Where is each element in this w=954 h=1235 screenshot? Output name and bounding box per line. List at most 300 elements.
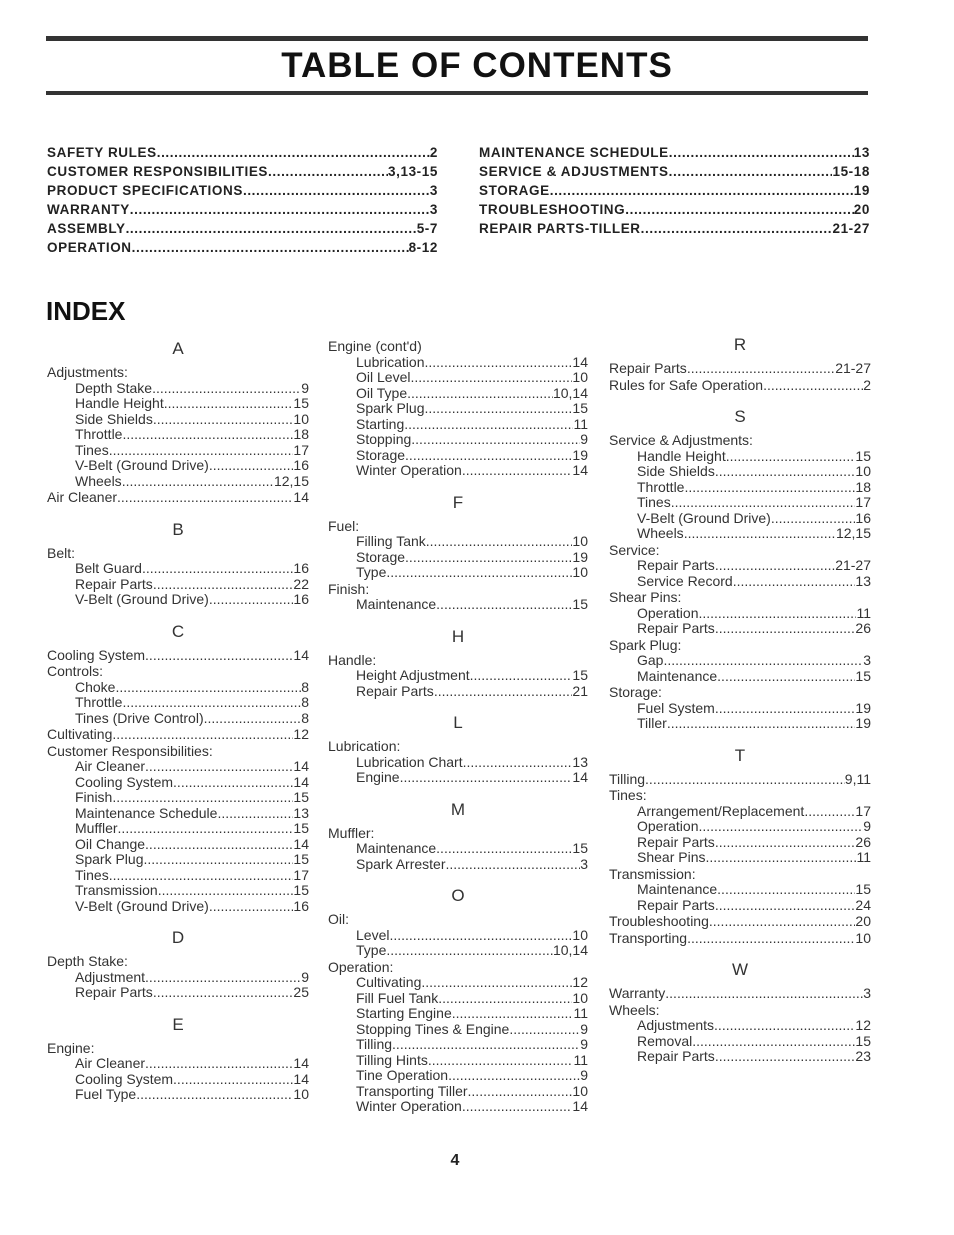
- index-subentry: [47, 412, 309, 428]
- index-entry-label: Air Cleaner: [47, 489, 118, 505]
- index-entry-label: Fuel System: [637, 699, 715, 716]
- index-letter-heading: M: [450, 799, 466, 819]
- dot-leader: [173, 775, 293, 791]
- index-subentry: [47, 1072, 309, 1088]
- index-entry-label: Belt Guard: [75, 560, 142, 576]
- index-subentry: [47, 381, 309, 397]
- dot-leader: [509, 1022, 580, 1038]
- toc-entry-page: 8-12: [408, 240, 438, 255]
- index-entry-label: Muffler: [75, 820, 118, 836]
- dot-leader: [132, 238, 409, 257]
- index-entry-label: Air Cleaner: [75, 1055, 146, 1071]
- index-column-3: [609, 335, 871, 1065]
- index-subentry: [47, 695, 309, 711]
- index-entry-label: Maintenance: [356, 840, 437, 856]
- dot-leader: [425, 355, 573, 371]
- index-entry-page: 15: [572, 400, 588, 416]
- dot-leader: [452, 1006, 574, 1022]
- dot-leader: [468, 1084, 573, 1100]
- dot-leader: [804, 804, 855, 820]
- index-entry-label: Maintenance: [356, 596, 437, 612]
- index-entry-page: 10: [855, 463, 871, 479]
- index-entry-label: Tine Operation: [356, 1067, 449, 1083]
- index-letter-heading: H: [451, 626, 465, 646]
- index-entry-page: 11: [573, 1005, 588, 1021]
- index-entry-label: Throttle: [75, 694, 123, 710]
- index-entry-page: 26: [855, 833, 871, 850]
- toc-entry-page: 3: [429, 202, 438, 217]
- dot-leader: [145, 1056, 293, 1072]
- index-entry: [328, 519, 588, 535]
- index-entry-label: Belt:: [47, 544, 76, 561]
- toc-entry-label: SAFETY RULES: [47, 145, 157, 160]
- index-entry-page: 22: [293, 575, 309, 592]
- index-entry-label: Repair Parts: [637, 620, 715, 636]
- toc-entry-label: STORAGE: [479, 183, 550, 198]
- index-entry-label: Repair Parts: [356, 682, 434, 699]
- index-entry-label: Storage: [356, 548, 406, 565]
- index-subentry: [47, 837, 309, 853]
- index-entry: [609, 986, 871, 1002]
- dot-leader: [145, 759, 293, 775]
- dot-leader: [671, 495, 856, 511]
- index-entry-page: 14: [572, 769, 588, 785]
- dot-leader: [434, 684, 573, 700]
- dot-leader: [463, 755, 573, 771]
- index-subentry: [47, 790, 309, 806]
- index-entry-label: Depth Stake:: [47, 953, 128, 969]
- index-subentry: [47, 592, 309, 608]
- index-subentry: [609, 1018, 871, 1034]
- dot-leader: [126, 219, 417, 238]
- index-subentry: [328, 448, 588, 464]
- toc-entry-page: 13: [853, 145, 870, 160]
- index-entry-label: Winter Operation: [356, 462, 462, 478]
- index-entry-label: Lubrication: [356, 353, 425, 370]
- index-entry-page: 11: [856, 849, 871, 865]
- index-title: INDEX: [46, 296, 126, 326]
- dot-leader: [436, 841, 572, 857]
- index-subentry: [609, 480, 871, 496]
- index-entry: [609, 1003, 871, 1019]
- index-entry-page: 10: [572, 1082, 588, 1099]
- index-entry-label: Spark Plug:: [609, 636, 682, 653]
- index-entry-page: 13: [293, 804, 309, 821]
- index-entry-page: 3: [863, 985, 871, 1001]
- index-entry-label: Repair Parts: [637, 557, 715, 573]
- index-entry-label: Cooling System: [47, 646, 146, 663]
- index-entry-label: Starting: [356, 415, 405, 432]
- index-entry-label: Controls:: [47, 663, 104, 679]
- index-subentry: [609, 1049, 871, 1065]
- dot-leader: [687, 931, 855, 947]
- index-entry: [609, 788, 871, 804]
- index-subentry: [328, 684, 588, 700]
- index-entry-page: 2: [863, 376, 871, 393]
- index-entry-label: Finish:: [328, 580, 370, 597]
- dot-leader: [715, 701, 856, 717]
- index-column-1: [47, 339, 309, 1103]
- dot-leader: [641, 219, 833, 238]
- toc-entry-label: OPERATION: [47, 240, 132, 255]
- index-entry-label: V-Belt (Ground Drive): [75, 591, 209, 607]
- dot-leader: [145, 648, 293, 664]
- index-entry: [328, 912, 588, 928]
- index-entry-page: 15: [572, 596, 588, 612]
- index-entry-page: 14: [293, 1055, 309, 1071]
- index-subentry: [47, 680, 309, 696]
- index-entry-label: Wheels: [75, 472, 122, 489]
- dot-leader: [145, 837, 293, 853]
- dot-leader: [158, 883, 294, 899]
- index-entry-label: Tines: [75, 441, 109, 458]
- toc-entry-page: 3: [429, 183, 438, 198]
- index-entry: [47, 490, 309, 506]
- index-subentry: [609, 653, 871, 669]
- dot-leader: [243, 181, 430, 200]
- index-subentry: [609, 669, 871, 685]
- index-entry-label: Adjustments:: [47, 364, 128, 380]
- index-entry: [328, 960, 588, 976]
- index-entry-label: Cooling System: [75, 1070, 174, 1087]
- dot-leader: [143, 852, 293, 868]
- dot-leader: [684, 480, 855, 496]
- index-entry-label: Repair Parts: [75, 575, 153, 592]
- toc-entry: [47, 181, 438, 200]
- index-entry-page: 10: [572, 369, 588, 385]
- dot-leader: [157, 143, 430, 162]
- dot-leader: [173, 1072, 293, 1088]
- index-entry-label: Throttle: [75, 426, 123, 442]
- dot-leader: [715, 558, 835, 574]
- index-entry-label: Engine:: [47, 1039, 95, 1056]
- index-entry-label: Oil Level: [356, 369, 411, 385]
- index-entry-page: 9: [580, 1067, 588, 1083]
- dot-leader: [142, 561, 293, 577]
- index-subentry: [328, 534, 588, 550]
- index-entry-label: Type: [356, 564, 387, 580]
- index-entry-page: 10: [572, 564, 588, 580]
- index-subentry: [47, 458, 309, 474]
- toc-entry-page: 21-27: [832, 221, 870, 236]
- index-entry-label: Cultivating: [356, 974, 422, 990]
- index-entry-page: 21: [572, 682, 588, 699]
- index-entry-label: V-Belt (Ground Drive): [75, 457, 209, 473]
- index-entry-label: Transporting: [609, 929, 688, 946]
- dot-leader: [389, 928, 572, 944]
- index-subentry: [328, 841, 588, 857]
- index-entry-page: 18: [855, 478, 871, 495]
- index-subentry: [328, 1022, 588, 1038]
- index-subentry: [328, 668, 588, 684]
- index-entry-page: 14: [572, 462, 588, 478]
- dot-leader: [687, 361, 835, 377]
- index-subentry: [47, 775, 309, 791]
- index-entry-label: Handle Height: [75, 395, 164, 411]
- index-entry: [328, 582, 588, 598]
- dot-leader: [117, 490, 293, 506]
- index-entry-label: Transporting Tiller: [356, 1082, 468, 1099]
- index-entry-label: Tines (Drive Control): [75, 709, 204, 726]
- index-subentry: [609, 716, 871, 732]
- dot-leader: [426, 534, 573, 550]
- index-entry-label: Operation: [637, 818, 699, 834]
- index-entry-label: Tines:: [609, 787, 647, 803]
- index-subentry: [609, 882, 871, 898]
- index-entry: [328, 739, 588, 755]
- index-subentry: [47, 561, 309, 577]
- index-entry-page: 15: [855, 447, 871, 464]
- dot-leader: [204, 711, 302, 727]
- index-subentry: [47, 899, 309, 915]
- dot-leader: [470, 668, 573, 684]
- toc-entry-page: 3,13-15: [388, 164, 438, 179]
- index-entry-page: 11: [573, 1051, 588, 1068]
- toc-entry-page: 15-18: [832, 164, 870, 179]
- index-entry-page: 18: [293, 426, 309, 442]
- index-entry-label: Warranty: [609, 985, 666, 1001]
- index-entry-label: Choke: [75, 678, 116, 695]
- index-letter-heading: R: [733, 335, 747, 354]
- index-entry-label: Troubleshooting: [609, 913, 709, 929]
- dot-leader: [122, 474, 274, 490]
- dot-leader: [645, 772, 845, 788]
- index-letter-heading: O: [451, 886, 465, 905]
- index-entry: [609, 867, 871, 883]
- index-entry-page: 15: [572, 840, 588, 856]
- index-entry-page: 12: [293, 726, 309, 742]
- dot-leader: [386, 565, 572, 581]
- index-entry-page: 15: [293, 851, 309, 867]
- index-entry: [47, 664, 309, 680]
- index-entry-page: 19: [572, 548, 588, 565]
- dot-leader: [136, 1087, 293, 1103]
- dot-leader: [698, 606, 856, 622]
- dot-leader: [669, 162, 833, 181]
- index-entry-label: Customer Responsibilities:: [47, 742, 213, 759]
- dot-leader: [436, 597, 572, 613]
- index-subentry: [609, 701, 871, 717]
- index-entry-page: 16: [293, 560, 309, 576]
- index-entry-page: 14: [293, 758, 309, 774]
- dot-leader: [428, 1053, 574, 1069]
- index-entry-page: 17: [855, 494, 871, 510]
- index-entry-label: Repair Parts: [75, 984, 153, 1000]
- index-entry: [47, 1041, 309, 1057]
- dot-leader: [153, 412, 294, 428]
- dot-leader: [122, 695, 301, 711]
- index-entry-label: Transmission:: [609, 865, 696, 882]
- index-entry-label: Finish: [75, 789, 113, 805]
- dot-leader: [462, 1099, 573, 1115]
- dot-leader: [112, 790, 293, 806]
- index-subentry: [47, 806, 309, 822]
- index-entry-label: Service & Adjustments:: [609, 432, 753, 448]
- index-entry-label: Oil Type: [356, 384, 408, 401]
- index-entry: [328, 653, 588, 669]
- index-subentry: [328, 463, 588, 479]
- dot-leader: [112, 727, 293, 743]
- index-entry-page: 17: [855, 802, 871, 819]
- index-subentry: [328, 355, 588, 371]
- dot-leader: [209, 458, 294, 474]
- index-letter-heading: B: [172, 519, 184, 539]
- index-subentry: [47, 711, 309, 727]
- toc-entry: [479, 219, 870, 238]
- index-subentry: [328, 1006, 588, 1022]
- index-entry-page: 19: [572, 446, 588, 463]
- toc-right-column: [479, 143, 870, 238]
- dot-leader: [421, 975, 572, 991]
- index-entry-page: 9: [863, 818, 871, 834]
- index-entry-page: 15: [855, 881, 871, 897]
- index-entry-label: Repair Parts: [637, 896, 715, 913]
- index-entry-page: 13: [855, 572, 871, 589]
- index-subentry: [47, 1056, 309, 1072]
- index-entry-page: 3: [863, 652, 871, 668]
- index-entry-label: Maintenance: [637, 667, 718, 684]
- index-subentry: [47, 443, 309, 459]
- dot-leader: [550, 181, 854, 200]
- dot-leader: [405, 550, 572, 566]
- index-entry-label: Wheels: [637, 525, 684, 541]
- index-subentry: [328, 417, 588, 433]
- index-entry-label: Storage: [356, 446, 406, 463]
- index-entry-page: 16: [855, 509, 871, 526]
- index-subentry: [47, 868, 309, 884]
- toc-entry: [479, 162, 870, 181]
- index-entry-label: Engine (cont'd): [328, 338, 422, 354]
- index-subentry: [609, 1034, 871, 1050]
- index-entry-page: 13: [572, 753, 588, 770]
- index-subentry: [609, 850, 871, 866]
- index-entry: [47, 727, 309, 743]
- index-entry-label: Oil Change: [75, 835, 146, 852]
- dot-leader: [709, 914, 856, 930]
- index-entry-label: Repair Parts: [637, 833, 715, 850]
- dot-leader: [410, 370, 572, 386]
- index-entry-page: 10: [572, 926, 588, 943]
- dot-leader: [209, 899, 294, 915]
- index-subentry: [328, 1053, 588, 1069]
- dot-leader: [445, 857, 580, 873]
- dot-leader: [665, 986, 863, 1002]
- index-subentry: [609, 804, 871, 820]
- dot-leader: [763, 378, 863, 394]
- dot-leader: [407, 386, 553, 402]
- index-entry-page: 3: [580, 855, 588, 872]
- index-entry-page: 15: [855, 1032, 871, 1049]
- index-entry-label: Cooling System: [75, 773, 174, 790]
- index-entry: [609, 433, 871, 449]
- index-letter-heading: T: [734, 745, 746, 765]
- index-entry-label: Handle Height: [637, 447, 726, 464]
- index-entry-page: 19: [855, 715, 871, 731]
- dot-leader: [405, 448, 572, 464]
- dot-leader: [669, 143, 854, 162]
- index-subentry: [328, 1084, 588, 1100]
- index-subentry: [47, 985, 309, 1001]
- index-entry-label: Repair Parts: [609, 360, 687, 376]
- index-subentry: [609, 558, 871, 574]
- index-entry-page: 17: [293, 441, 309, 458]
- index-entry-page: 15: [572, 667, 588, 683]
- index-entry-label: Maintenance Schedule: [75, 804, 218, 821]
- index-entry-label: Oil:: [328, 911, 349, 927]
- index-entry-page: 14: [572, 1098, 588, 1114]
- index-entry-page: 10: [855, 929, 871, 946]
- dot-leader: [705, 850, 856, 866]
- index-subentry: [328, 857, 588, 873]
- dot-leader: [130, 200, 430, 219]
- toc-entry: [47, 162, 438, 181]
- dot-leader: [424, 401, 572, 417]
- index-entry-page: 15: [293, 395, 309, 411]
- index-entry-label: Height Adjustment: [356, 667, 470, 683]
- dot-leader: [692, 1034, 855, 1050]
- index-subentry: [328, 550, 588, 566]
- title-underline: [46, 91, 868, 95]
- index-entry-label: Tines: [637, 494, 671, 510]
- index-subentry: [328, 370, 588, 386]
- index-subentry: [328, 755, 588, 771]
- index-entry-page: 21-27: [835, 557, 871, 573]
- index-subentry: [609, 449, 871, 465]
- index-entry-page: 10,14: [552, 942, 588, 958]
- dot-leader: [153, 985, 294, 1001]
- index-subentry: [609, 898, 871, 914]
- index-letter-heading: C: [171, 621, 185, 641]
- index-entry-label: Lubrication Chart: [356, 753, 463, 770]
- index-entry-label: Tines: [75, 866, 109, 883]
- index-subentry: [328, 975, 588, 991]
- index-entry-page: 15: [293, 882, 309, 898]
- dot-leader: [714, 1018, 855, 1034]
- index-entry-page: 8: [301, 694, 309, 710]
- index-subentry: [609, 835, 871, 851]
- index-subentry: [47, 396, 309, 412]
- dot-leader: [404, 417, 573, 433]
- toc-entry: [47, 200, 438, 219]
- index-subentry: [47, 427, 309, 443]
- index-subentry: [609, 464, 871, 480]
- index-subentry: [328, 928, 588, 944]
- index-entry: [47, 546, 309, 562]
- index-entry-label: Transmission: [75, 882, 158, 898]
- index-entry-page: 9: [580, 1020, 588, 1037]
- top-rule: [46, 36, 868, 41]
- dot-leader: [438, 991, 572, 1007]
- dot-leader: [152, 381, 301, 397]
- index-entry-label: Fuel:: [328, 517, 360, 534]
- index-entry-page: 10: [572, 533, 588, 549]
- dot-leader: [118, 821, 294, 837]
- index-entry-label: Level: [356, 926, 390, 943]
- dot-leader: [726, 449, 856, 465]
- toc-entry-page: 20: [853, 202, 870, 217]
- dot-leader: [717, 669, 855, 685]
- index-entry-label: Rules for Safe Operation: [609, 376, 764, 393]
- index-entry: [609, 914, 871, 930]
- index-subentry: [328, 565, 588, 581]
- index-entry-label: Gap: [637, 652, 664, 668]
- index-subentry: [328, 943, 588, 959]
- index-entry-page: 19: [855, 699, 871, 716]
- dot-leader: [209, 592, 294, 608]
- index-entry-page: 9: [301, 379, 309, 396]
- toc-entry-label: TROUBLESHOOTING: [479, 202, 626, 217]
- toc-entry-page: 2: [429, 145, 438, 160]
